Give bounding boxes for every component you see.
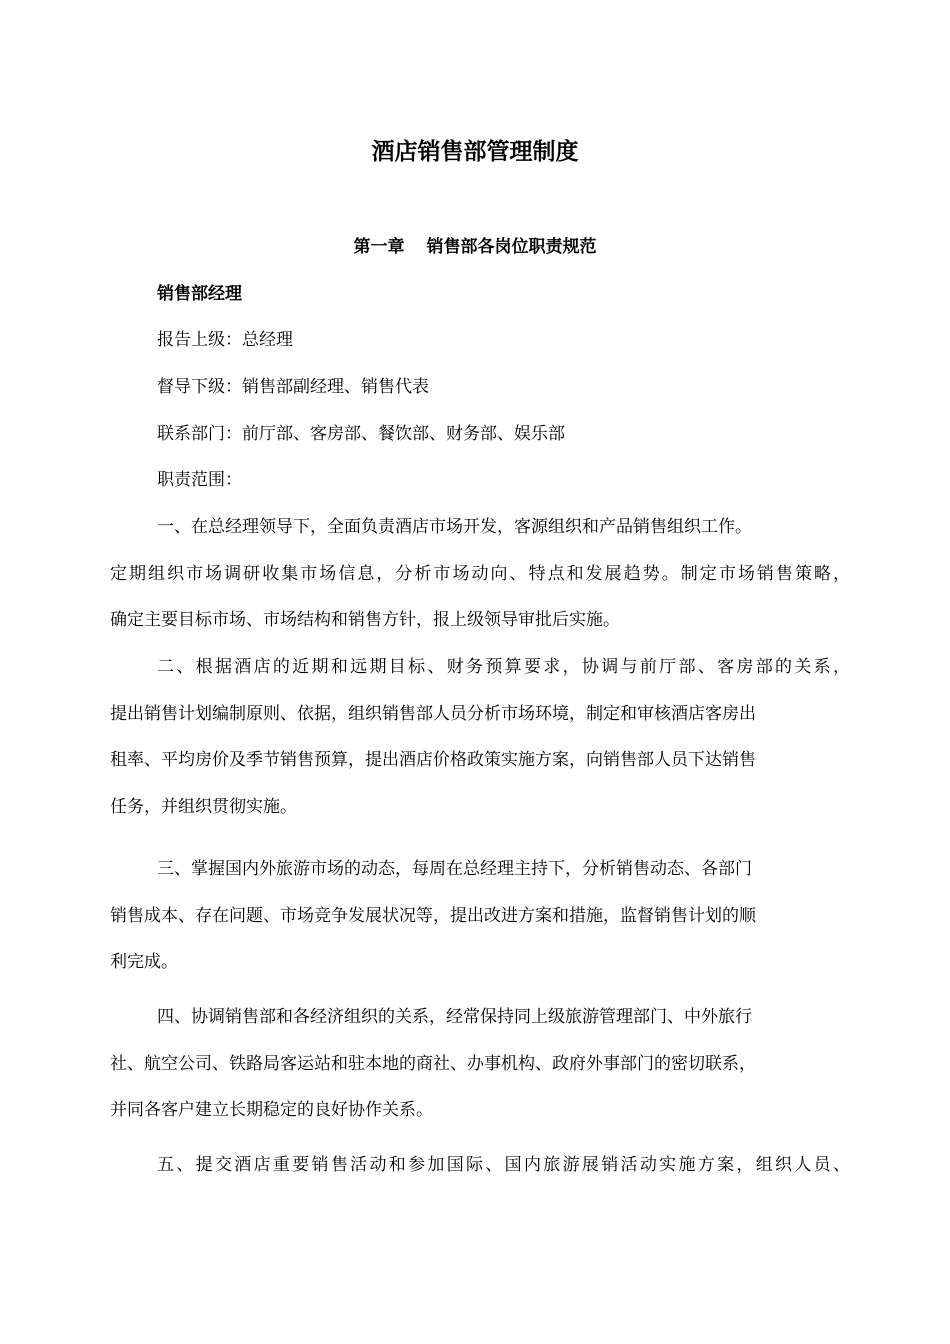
paragraph-line: 一、在总经理领导下，全面负责酒店市场开发，客源组织和产品销售组织工作。 — [157, 517, 752, 537]
document-title: 酒店销售部管理制度 — [371, 139, 579, 165]
paragraph-line: 五、提交酒店重要销售活动和参加国际、国内旅游展销活动实施方案，组织人员、 — [157, 1155, 850, 1175]
paragraph-line: 四、协调销售部和各经济组织的关系，经常保持同上级旅游管理部门、中外旅行 — [157, 1007, 752, 1027]
paragraph-line: 定期组织市场调研收集市场信息，分析市场动向、特点和发展趋势。制定市场销售策略， — [110, 563, 850, 584]
paragraph-1 — [110, 515, 850, 655]
reports-to-line: 报告上级：总经理 — [157, 330, 293, 350]
paragraph-3 — [110, 857, 850, 997]
supervises-line: 督导下级：销售部副经理、销售代表 — [157, 377, 429, 397]
liaison-line: 联系部门：前厅部、客房部、餐饮部、财务部、娱乐部 — [157, 424, 565, 444]
paragraph-line: 租率、平均房价及季节销售预算，提出酒店价格政策实施方案，向销售部人员下达销售 — [110, 750, 756, 770]
paragraph-line: 三、掌握国内外旅游市场的动态，每周在总经理主持下，分析销售动态、各部门 — [157, 859, 752, 879]
paragraph-line: 销售成本、存在问题、市场竞争发展状况等，提出改进方案和措施，监督销售计划的顺 — [110, 905, 756, 926]
chapter-label: 第一章 — [353, 237, 405, 257]
paragraph-5 — [110, 1153, 850, 1200]
paragraph-line: 二、根据酒店的近期和远期目标、财务预算要求，协调与前厅部、客房部的关系， — [157, 657, 850, 677]
paragraph-line: 并同各客户建立长期稳定的良好协作关系。 — [110, 1100, 433, 1120]
chapter-title — [0, 235, 950, 259]
paragraph-4 — [110, 1005, 850, 1145]
paragraph-line: 利完成。 — [110, 952, 178, 972]
paragraph-line: 任务，并组织贯彻实施。 — [110, 796, 297, 817]
paragraph-line: 确定主要目标市场、市场结构和销售方针，报上级领导审批后实施。 — [110, 610, 620, 630]
chapter-name: 销售部各岗位职责规范 — [426, 237, 597, 257]
paragraph-2 — [110, 655, 850, 841]
scope-label: 职责范围： — [157, 470, 242, 490]
paragraph-line: 社、航空公司、铁路局客运站和驻本地的商社、办事机构、政府外事部门的密切联系， — [110, 1053, 756, 1074]
section-heading: 销售部经理 — [157, 284, 242, 304]
paragraph-line: 提出销售计划编制原则、依据，组织销售部人员分析市场环境，制定和审核酒店客房出 — [110, 703, 756, 724]
